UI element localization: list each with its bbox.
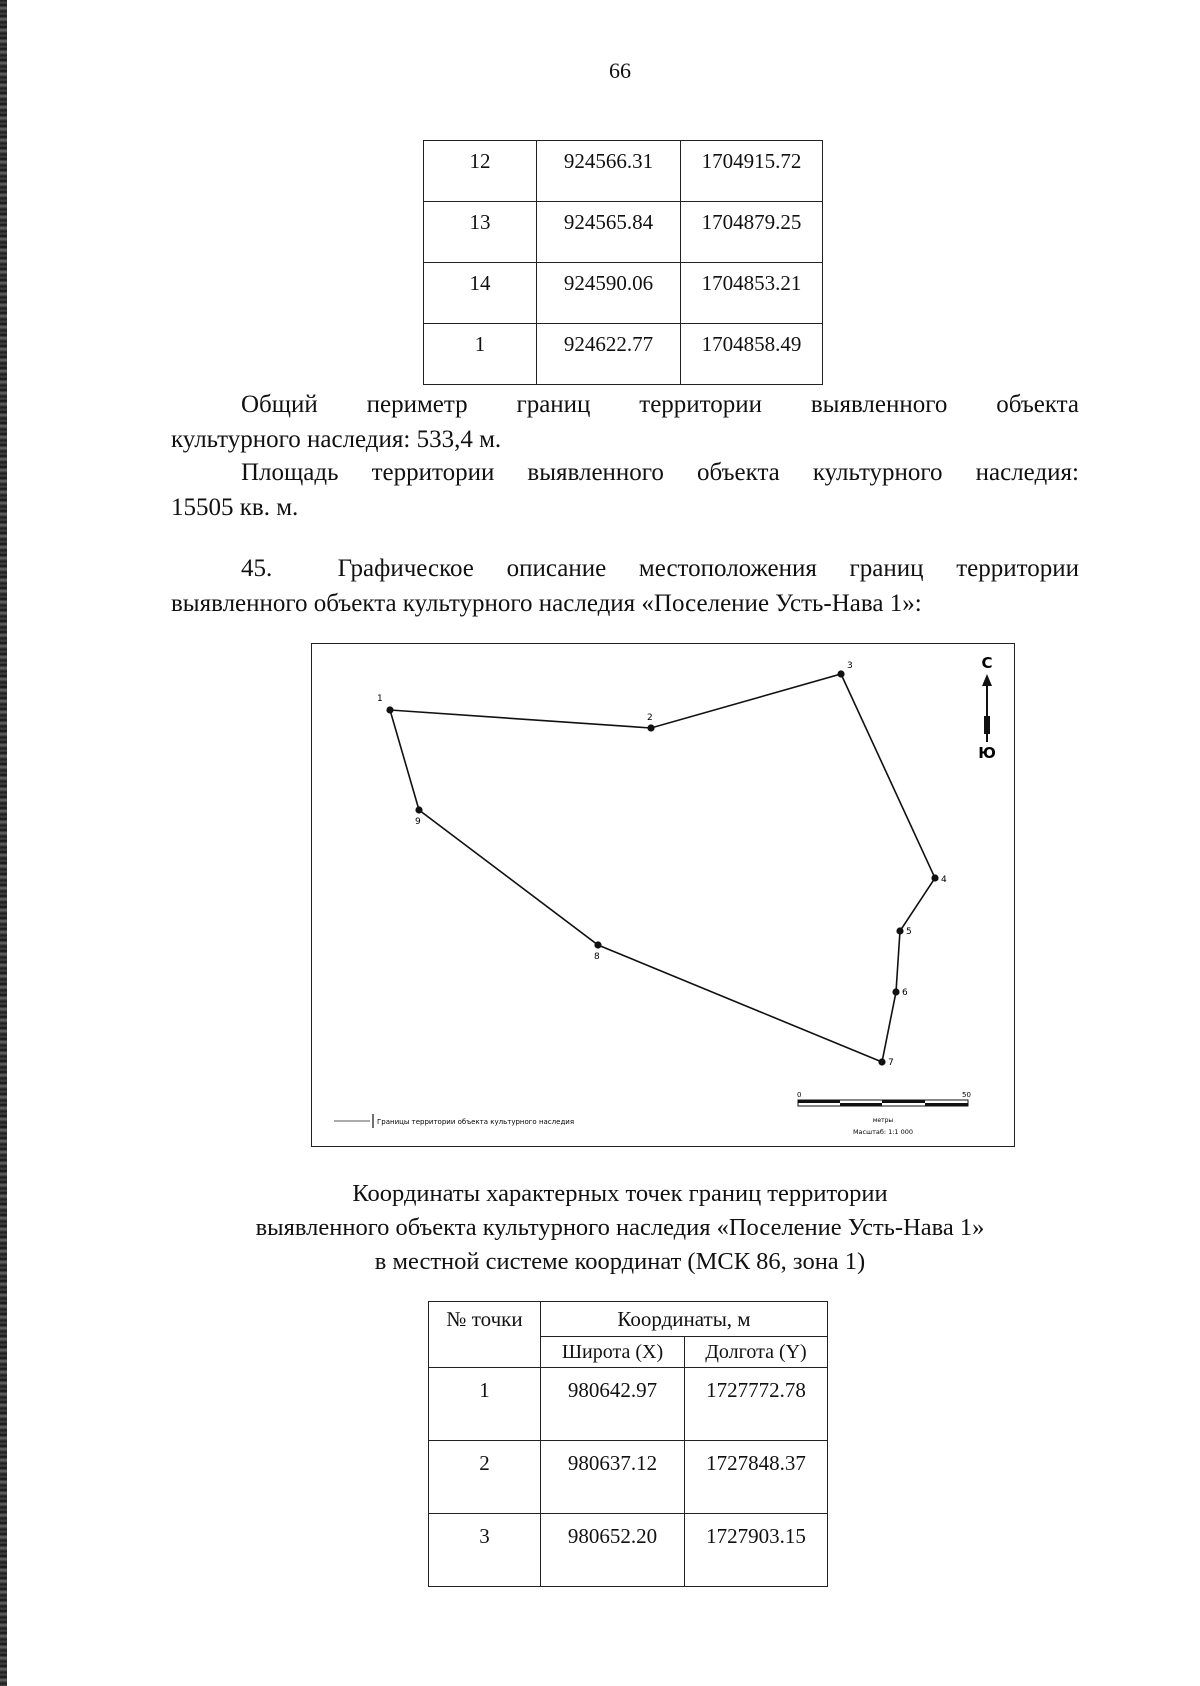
svg-text:6: 6	[902, 988, 908, 998]
table-row	[424, 263, 823, 324]
point-number-cell: 3	[429, 1514, 541, 1587]
table-header-row	[429, 1302, 828, 1337]
legend-label: Границы территории объекта культурного наследия	[377, 1118, 575, 1126]
coordinates-table	[428, 1301, 828, 1587]
scale-end-label: 50	[962, 1091, 971, 1099]
boundary-point	[896, 927, 911, 937]
latitude-cell: 924566.31	[537, 141, 681, 202]
point-number-cell: 1	[429, 1368, 541, 1441]
svg-text:4: 4	[941, 875, 947, 885]
boundary-map	[311, 643, 1015, 1147]
scale-ratio-label: Масштаб: 1:1 000	[852, 1128, 914, 1136]
perimeter-line-2: культурного наследия: 533,4 м.	[171, 426, 502, 453]
svg-text:7: 7	[888, 1058, 894, 1068]
latitude-cell: 924590.06	[537, 263, 681, 324]
latitude-cell: 980637.12	[541, 1441, 685, 1514]
boundary-point	[415, 806, 423, 827]
boundary-point	[647, 713, 655, 732]
caption-line-1: Координаты характерных точек границ территории	[352, 1180, 888, 1207]
longitude-cell: 1704858.49	[681, 324, 823, 385]
svg-text:8: 8	[594, 952, 600, 962]
table-row	[429, 1441, 828, 1514]
compass-north-label: С	[981, 654, 993, 672]
point-number-cell: 2	[429, 1441, 541, 1514]
table-caption	[0, 1177, 1200, 1279]
area-paragraph	[171, 455, 1079, 525]
table-row	[424, 324, 823, 385]
boundary-point	[377, 694, 394, 714]
coordinates-table-continued	[423, 140, 823, 385]
longitude-cell: 1704879.25	[681, 202, 823, 263]
longitude-cell: 1727848.37	[685, 1441, 828, 1514]
scan-edge-artifact	[0, 0, 7, 1686]
scale-start-label: 0	[797, 1091, 802, 1099]
compass-south-label: Ю	[978, 744, 996, 762]
svg-text:9: 9	[415, 817, 421, 827]
north-arrow-icon	[978, 654, 996, 762]
header-longitude: Долгота (Y)	[685, 1337, 828, 1368]
perimeter-paragraph	[171, 387, 1079, 457]
section-line-2: выявленного объекта культурного наследия «Поселение Усть-Нава 1»:	[171, 590, 922, 617]
svg-text:5: 5	[906, 927, 912, 937]
svg-text:1: 1	[377, 694, 383, 704]
table-row	[429, 1514, 828, 1587]
boundary-point	[594, 941, 602, 962]
boundary-point	[837, 661, 852, 678]
svg-text:3: 3	[847, 661, 853, 671]
table-row	[424, 141, 823, 202]
section-number: 45.	[241, 555, 273, 582]
longitude-cell: 1727772.78	[685, 1368, 828, 1441]
boundary-map-svg	[312, 644, 1014, 1146]
boundary-point	[931, 874, 947, 885]
caption-line-2: выявленного объекта культурного наследия «Поселение Усть-Нава 1»	[255, 1214, 985, 1241]
area-line-2: 15505 кв. м.	[171, 494, 299, 521]
point-number-cell: 13	[424, 202, 537, 263]
header-point-number: № точки	[429, 1302, 541, 1368]
area-line-1: Площадь территории выявленного объекта культурного наследия:	[241, 459, 1079, 486]
table-row	[429, 1368, 828, 1441]
scale-unit-label: метры	[872, 1117, 894, 1124]
perimeter-line-1: Общий периметр границ территории выявленного объекта	[241, 391, 1079, 418]
longitude-cell: 1704853.21	[681, 263, 823, 324]
svg-text:2: 2	[647, 713, 653, 723]
header-latitude: Широта (X)	[541, 1337, 685, 1368]
scale-bar	[797, 1091, 971, 1136]
page-number: 66	[609, 58, 631, 83]
point-number-cell: 14	[424, 263, 537, 324]
longitude-cell: 1704915.72	[681, 141, 823, 202]
map-legend	[334, 1114, 574, 1128]
point-number-cell: 1	[424, 324, 537, 385]
longitude-cell: 1727903.15	[685, 1514, 828, 1587]
boundary-point	[878, 1058, 893, 1068]
table-row	[424, 202, 823, 263]
latitude-cell: 980642.97	[541, 1368, 685, 1441]
section-line-1: 45. Графическое описание местоположения границ территории	[241, 555, 1080, 582]
point-number-cell: 12	[424, 141, 537, 202]
caption-line-3: в местной системе координат (МСК 86, зона 1)	[374, 1248, 866, 1275]
latitude-cell: 924622.77	[537, 324, 681, 385]
latitude-cell: 980652.20	[541, 1514, 685, 1587]
header-coordinates: Координаты, м	[541, 1302, 828, 1337]
latitude-cell: 924565.84	[537, 202, 681, 263]
section-45-paragraph	[171, 551, 1079, 621]
boundary-polygon	[390, 674, 935, 1062]
